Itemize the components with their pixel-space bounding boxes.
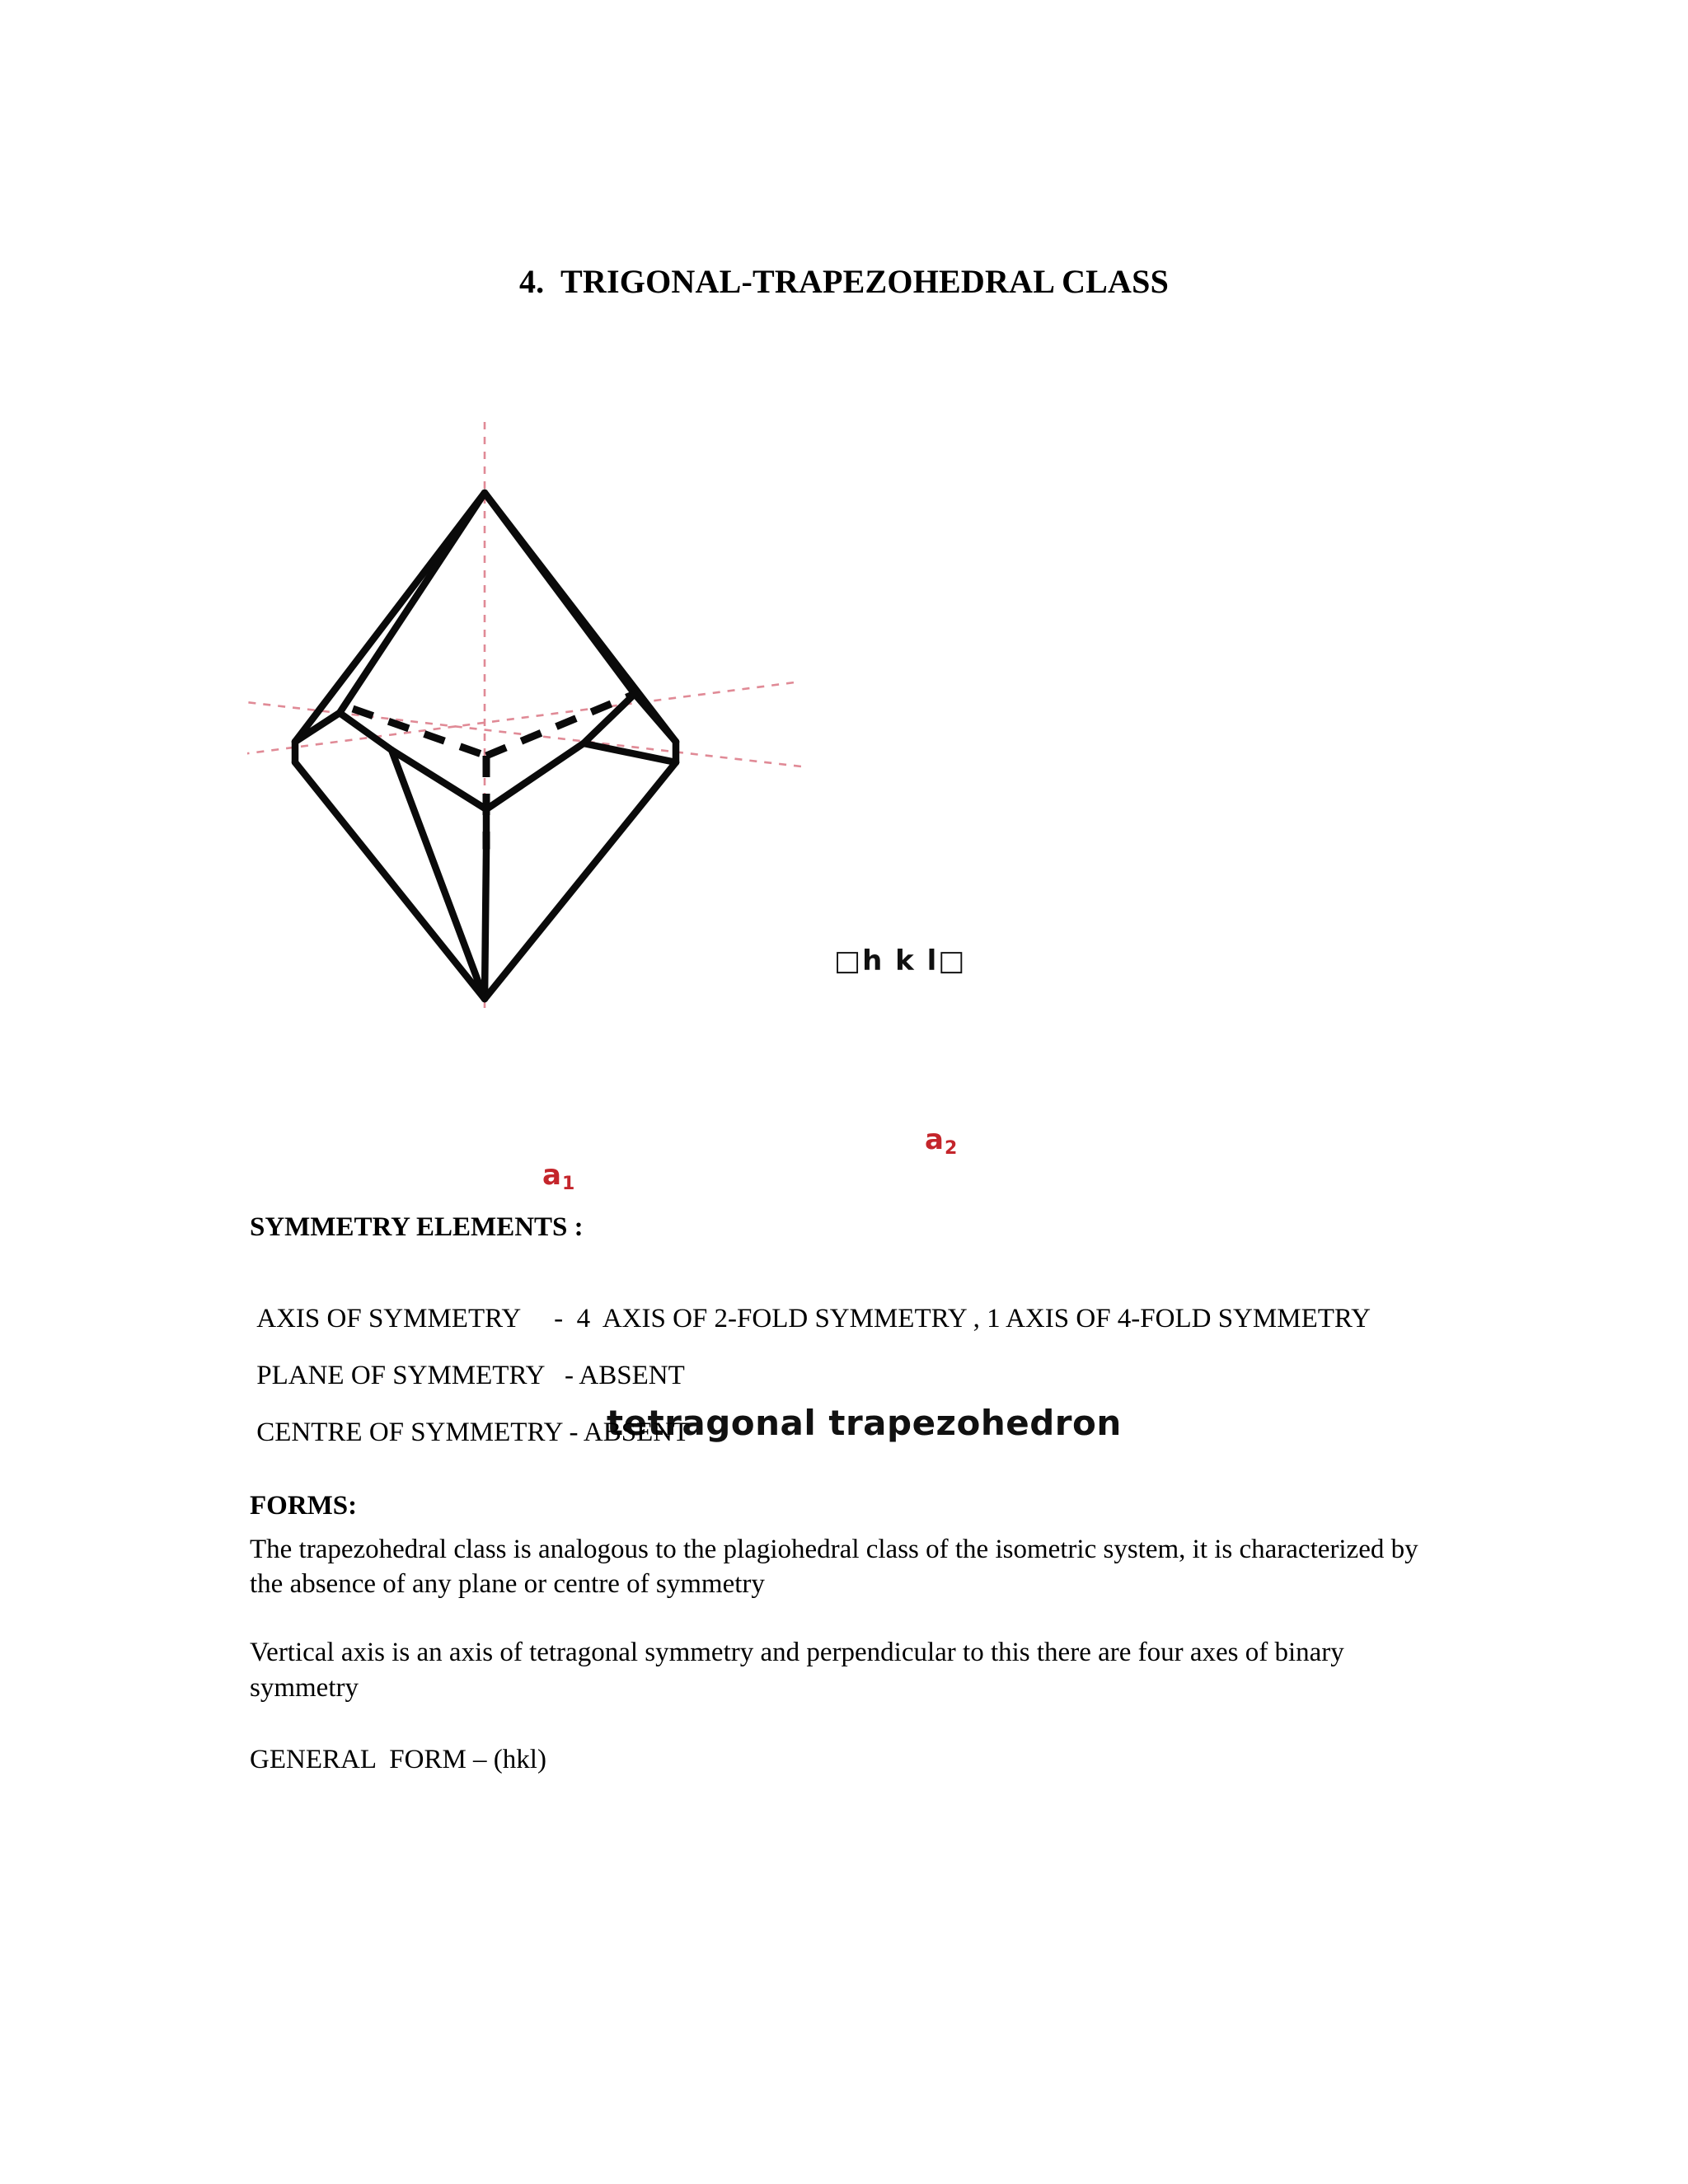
forms-paragraph-2: Vertical axis is an axis of tetragonal symmetry and perpendicular to this there are four axes of binary symmetry: [250, 1638, 1399, 1704]
trapezohedron-drawing: [247, 387, 824, 1022]
forms-paragraph-1: The trapezohedral class is analogous to the plagiohedral class of the isometric system, it is characterized by the absence of any plane or centre of symmetry: [250, 1534, 1425, 1600]
symmetry-line-plane: PLANE OF SYMMETRY - ABSENT: [250, 1360, 685, 1390]
symmetry-line-centre: CENTRE OF SYMMETRY - ABSENT: [250, 1417, 690, 1447]
axis-label-a1: [542, 1159, 574, 1192]
hidden-edges: [353, 694, 635, 849]
page-title: 4. TRIGONAL-TRAPEZOHEDRAL CLASS: [518, 263, 1170, 300]
form-symbol-label: □h k l□: [834, 944, 967, 977]
symmetry-line-axis: AXIS OF SYMMETRY - 4 AXIS OF 2-FOLD SYMMETRY , 1 AXIS OF 4-FOLD SYMMETRY: [250, 1303, 1371, 1333]
axis-label-a2-subscript: 2: [944, 1138, 958, 1159]
axis-label-a2-text: a: [925, 1123, 944, 1156]
symmetry-elements-heading: SYMMETRY ELEMENTS :: [250, 1212, 584, 1242]
forms-heading: FORMS:: [250, 1490, 358, 1521]
axis-label-a1-text: a: [542, 1159, 561, 1192]
body-content: [250, 1212, 1428, 1778]
figure-caption: tetragonal trapezohedron: [607, 1403, 1122, 1443]
axis-label-a2: [925, 1123, 958, 1159]
axis-label-a1-subscript: 1: [561, 1174, 575, 1194]
general-form-line: GENERAL FORM – (hkl): [250, 1745, 546, 1775]
